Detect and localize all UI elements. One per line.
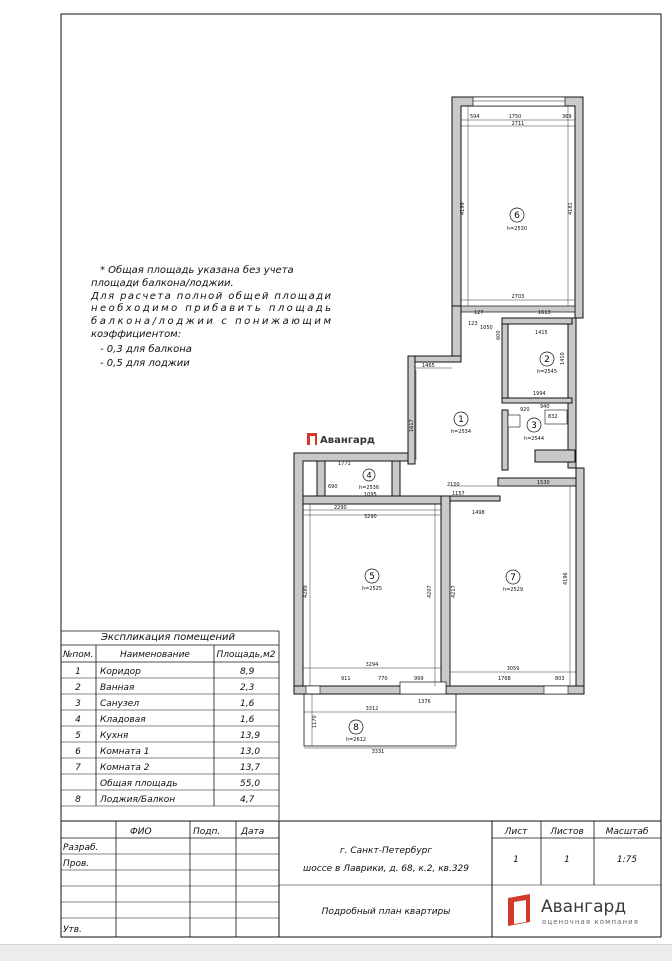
svg-text:Комната 1: Комната 1 bbox=[100, 747, 150, 757]
room-number: 1 bbox=[458, 415, 464, 425]
room-label-7 bbox=[503, 570, 523, 593]
dimension-label: 911 bbox=[341, 676, 351, 682]
dimension-label: 690 bbox=[328, 484, 338, 490]
room-number: 4 bbox=[366, 471, 372, 480]
dimension-label: 2703 bbox=[511, 294, 525, 300]
wall-bath bbox=[502, 318, 508, 398]
svg-text:Общая площадь: Общая площадь bbox=[100, 779, 178, 789]
dimension-label: 2290 bbox=[334, 505, 347, 511]
area-note bbox=[90, 264, 332, 369]
svg-text:3: 3 bbox=[75, 699, 81, 709]
dimension-label: 4199 bbox=[460, 202, 466, 215]
room-height: h=2534 bbox=[450, 429, 472, 435]
room-number: 5 bbox=[369, 572, 375, 582]
loggia-door bbox=[400, 682, 446, 694]
dimension-label: 1498 bbox=[472, 510, 485, 516]
table-row bbox=[75, 683, 254, 693]
wall-room-5 bbox=[294, 453, 408, 686]
svg-text:2,3: 2,3 bbox=[240, 683, 255, 693]
note-line: необходимо прибавить площадь bbox=[91, 303, 332, 314]
dimension-label: 832 bbox=[548, 414, 558, 420]
stamp-scale-value: 1:75 bbox=[616, 855, 638, 865]
room-label-1 bbox=[451, 412, 471, 435]
wall-wc bbox=[502, 410, 508, 470]
stamp-header: ФИО bbox=[130, 827, 152, 837]
col-header: Площадь,м2 bbox=[216, 650, 276, 660]
wall-room-4 bbox=[317, 461, 325, 496]
table-row-total bbox=[100, 779, 260, 789]
wall-corridor bbox=[452, 306, 461, 356]
dimension-label: 369 bbox=[562, 114, 572, 120]
svg-text:1: 1 bbox=[75, 667, 81, 677]
wall-corridor-top bbox=[408, 356, 461, 362]
svg-text:2: 2 bbox=[75, 683, 81, 693]
dimension-label: 999 bbox=[414, 676, 424, 682]
room-height: h=2536 bbox=[358, 485, 380, 491]
svg-text:8: 8 bbox=[75, 795, 81, 805]
stamp-role: Пров. bbox=[63, 859, 90, 869]
dimension-label: 3059 bbox=[506, 666, 520, 672]
svg-text:Коридор: Коридор bbox=[100, 667, 141, 677]
table-row bbox=[75, 747, 260, 757]
logo-icon bbox=[310, 436, 315, 445]
svg-text:Кладовая: Кладовая bbox=[100, 715, 146, 725]
svg-text:Лоджия/Балкон: Лоджия/Балкон bbox=[100, 795, 176, 805]
stamp-sheet-label: Лист bbox=[504, 827, 528, 837]
stamp-scale-label: Масштаб bbox=[605, 827, 649, 837]
dimension-label: 1415 bbox=[535, 330, 548, 336]
logo-icon bbox=[514, 900, 526, 924]
table-row bbox=[75, 795, 254, 805]
dimension-label: 1613 bbox=[538, 310, 551, 316]
dimension-label: 1530 bbox=[537, 480, 550, 486]
dimension-label: 600 bbox=[496, 330, 502, 340]
room-label-6 bbox=[507, 208, 527, 232]
note-line: Для расчета полной общей площади bbox=[91, 291, 331, 302]
room-number: 7 bbox=[510, 573, 516, 583]
stamp-city: г. Санкт-Петербург bbox=[339, 846, 433, 856]
dimension-label: 1170 bbox=[312, 715, 318, 728]
room-height: h=2530 bbox=[506, 226, 528, 232]
dimension-label: 4207 bbox=[427, 585, 433, 598]
table-row bbox=[75, 715, 254, 725]
dimension-label: 4217 bbox=[451, 585, 457, 598]
wall-corridor-left bbox=[408, 356, 415, 464]
dimension-label: 1157 bbox=[452, 491, 465, 497]
dimension-label: 4196 bbox=[563, 572, 569, 585]
col-header: Наименование bbox=[120, 650, 190, 660]
dimension-label: 127 bbox=[474, 310, 484, 316]
logo-text: Авангард bbox=[541, 897, 627, 917]
dimension-label: 4289 bbox=[303, 585, 309, 598]
room-height: h=2525 bbox=[361, 586, 383, 592]
table-row bbox=[75, 763, 260, 773]
dimension-label: 1617 bbox=[409, 419, 415, 432]
stamp-doc-title: Подробный план квартиры bbox=[321, 907, 451, 917]
room-number: 3 bbox=[531, 421, 537, 431]
dimension-label: 4181 bbox=[568, 202, 574, 215]
dimension-label: 920 bbox=[520, 407, 530, 413]
explication-title: Экспликация помещений bbox=[100, 632, 236, 643]
wall-wc-bottom bbox=[535, 450, 575, 462]
svg-text:Ванная: Ванная bbox=[100, 683, 135, 693]
window bbox=[473, 97, 565, 106]
svg-text:Комната 2: Комната 2 bbox=[100, 763, 150, 773]
floor-plan bbox=[294, 97, 584, 755]
stamp-header: Подп. bbox=[193, 827, 221, 837]
dimension-label: 803 bbox=[555, 676, 565, 682]
title-block bbox=[61, 821, 661, 937]
dimension-label: 1376 bbox=[418, 699, 431, 705]
stamp-role: Разраб. bbox=[63, 843, 99, 853]
logo-subtext: оценочная компания bbox=[542, 918, 638, 926]
note-line: * Общая площадь указана без учета bbox=[100, 265, 294, 276]
table-row bbox=[75, 699, 254, 709]
wall-room-4 bbox=[392, 461, 400, 496]
note-line: - 0,5 для лоджии bbox=[100, 358, 190, 369]
stamp-sheets-value: 1 bbox=[564, 855, 570, 865]
wall-bath bbox=[502, 318, 572, 324]
dimension-label: 3312 bbox=[365, 706, 379, 712]
dimension-label: 1465 bbox=[422, 363, 435, 369]
table-row bbox=[75, 667, 254, 677]
dimension-label: 1768 bbox=[498, 676, 511, 682]
table-row bbox=[75, 731, 260, 741]
svg-text:1,6: 1,6 bbox=[240, 699, 255, 709]
col-header: №пом. bbox=[63, 650, 94, 660]
viewer-bottom-bar bbox=[0, 944, 672, 961]
stamp-sheets-label: Листов bbox=[550, 827, 584, 837]
svg-text:13,0: 13,0 bbox=[240, 747, 261, 757]
wall-room-6 bbox=[452, 97, 583, 318]
wall-room-7-right bbox=[576, 468, 584, 694]
svg-text:7: 7 bbox=[75, 763, 81, 773]
room-label-3 bbox=[524, 418, 544, 442]
svg-text:55,0: 55,0 bbox=[240, 779, 261, 789]
dimension-label: 1771 bbox=[338, 461, 351, 467]
room-label-8 bbox=[346, 720, 366, 743]
dimension-label: 3290 bbox=[364, 514, 377, 520]
wall-bath-right bbox=[568, 318, 576, 468]
stamp-header: Дата bbox=[241, 827, 265, 837]
room-label-4 bbox=[359, 469, 379, 491]
stamp-role: Утв. bbox=[63, 925, 82, 935]
svg-text:Кухня: Кухня bbox=[100, 731, 129, 741]
wall-partition-5-7 bbox=[441, 496, 450, 686]
note-line: площади балкона/лоджии. bbox=[91, 278, 234, 289]
room-number: 2 bbox=[544, 355, 550, 365]
svg-text:13,9: 13,9 bbox=[240, 731, 261, 741]
note-line: коэффициентом: bbox=[91, 329, 182, 340]
note-line: балкона/лоджии с понижающим bbox=[91, 316, 331, 327]
dimension-label: 770 bbox=[378, 676, 388, 682]
room-height: h=2529 bbox=[502, 587, 524, 593]
svg-text:8,9: 8,9 bbox=[240, 667, 255, 677]
room-label-2 bbox=[537, 352, 557, 375]
dimension-label: 123 bbox=[468, 321, 478, 327]
dimension-label: 1050 bbox=[480, 325, 493, 331]
svg-text:4: 4 bbox=[75, 715, 81, 725]
svg-text:4,7: 4,7 bbox=[240, 795, 255, 805]
dimension-label: 940 bbox=[540, 404, 550, 410]
dimension-label: 1410 bbox=[560, 352, 566, 365]
loggia-outline bbox=[304, 694, 456, 746]
wall-bath bbox=[502, 398, 572, 403]
room-label-5 bbox=[362, 569, 382, 592]
room-height: h=2544 bbox=[523, 436, 545, 442]
dimension-label: 2711 bbox=[511, 121, 525, 127]
dimension-label: 2100 bbox=[447, 482, 460, 488]
window bbox=[544, 686, 568, 694]
window bbox=[306, 686, 320, 694]
dimension-label: 3331 bbox=[371, 749, 385, 755]
svg-text:6: 6 bbox=[75, 747, 81, 757]
dimension-label: 1095 bbox=[364, 492, 377, 498]
room-number: 6 bbox=[514, 211, 520, 221]
svg-text:1,6: 1,6 bbox=[240, 715, 255, 725]
room-height: h=2612 bbox=[345, 737, 367, 743]
dimension-label: 1994 bbox=[533, 391, 546, 397]
note-line: - 0,3 для балкона bbox=[100, 344, 192, 355]
svg-text:5: 5 bbox=[75, 731, 81, 741]
room-number: 8 bbox=[353, 723, 359, 733]
explication-table bbox=[61, 631, 279, 820]
stamp-logo bbox=[508, 894, 638, 926]
svg-text:13,7: 13,7 bbox=[240, 763, 261, 773]
dimension-label: 594 bbox=[470, 114, 480, 120]
stamp-address: шоссе в Лаврики, д. 68, к.2, кв.329 bbox=[303, 864, 469, 874]
logo-text: Авангард bbox=[320, 435, 375, 446]
svg-text:Санузел: Санузел bbox=[100, 699, 140, 709]
stamp-sheet-value: 1 bbox=[513, 855, 519, 865]
dimension-label: 3294 bbox=[365, 662, 379, 668]
dimension-label: 1750 bbox=[508, 114, 522, 120]
plan-logo bbox=[307, 433, 375, 446]
room-height: h=2545 bbox=[536, 369, 558, 375]
